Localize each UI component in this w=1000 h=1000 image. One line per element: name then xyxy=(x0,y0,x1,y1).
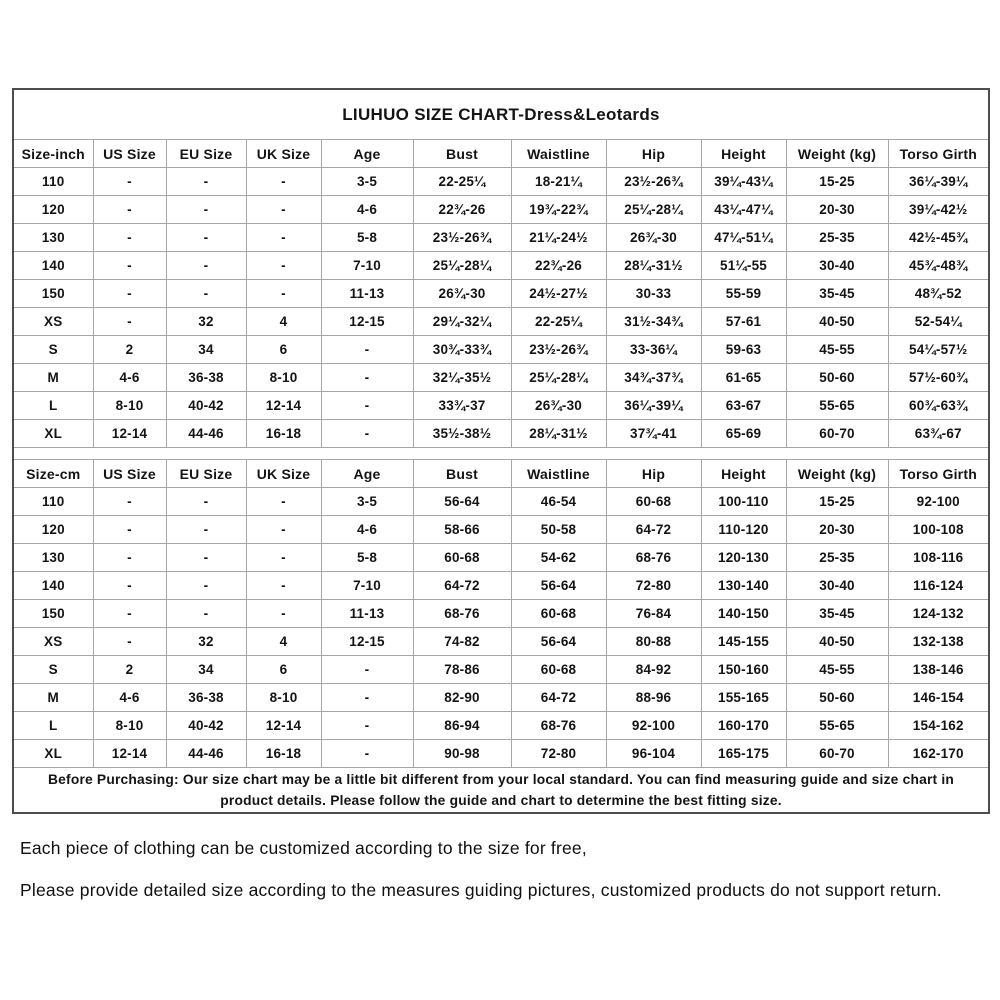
data-cell: - xyxy=(166,196,246,224)
size-label-cell: M xyxy=(13,364,93,392)
table-row xyxy=(13,196,989,224)
data-cell: - xyxy=(166,516,246,544)
column-header: US Size xyxy=(93,460,166,488)
size-label-cell: 140 xyxy=(13,252,93,280)
data-cell: 68-76 xyxy=(511,712,606,740)
data-cell: 25-35 xyxy=(786,544,888,572)
data-cell: 60-70 xyxy=(786,420,888,448)
data-cell: - xyxy=(246,168,321,196)
data-cell: 50-60 xyxy=(786,684,888,712)
size-label-cell: S xyxy=(13,656,93,684)
column-header: Height xyxy=(701,460,786,488)
table-row xyxy=(13,600,989,628)
data-cell: 60-68 xyxy=(511,600,606,628)
data-cell: 4-6 xyxy=(93,364,166,392)
table-row xyxy=(13,364,989,392)
data-cell: 5-8 xyxy=(321,544,413,572)
data-cell: - xyxy=(321,420,413,448)
data-cell: 20-30 xyxy=(786,196,888,224)
data-cell: 68-76 xyxy=(413,600,511,628)
data-cell: 57½-60¾ xyxy=(888,364,989,392)
data-cell: 72-80 xyxy=(606,572,701,600)
column-header: Bust xyxy=(413,460,511,488)
size-label-cell: L xyxy=(13,712,93,740)
data-cell: - xyxy=(321,656,413,684)
data-cell: 8-10 xyxy=(246,364,321,392)
data-cell: 39¼-42½ xyxy=(888,196,989,224)
data-cell: 25¼-28¼ xyxy=(413,252,511,280)
data-cell: 22¾-26 xyxy=(413,196,511,224)
data-cell: 16-18 xyxy=(246,420,321,448)
column-header: Size-cm xyxy=(13,460,93,488)
data-cell: - xyxy=(93,196,166,224)
column-header: Bust xyxy=(413,140,511,168)
data-cell: 40-42 xyxy=(166,712,246,740)
data-cell: - xyxy=(166,488,246,516)
data-cell: 46-54 xyxy=(511,488,606,516)
data-cell: - xyxy=(321,684,413,712)
data-cell: - xyxy=(246,224,321,252)
data-cell: - xyxy=(166,224,246,252)
data-cell: 82-90 xyxy=(413,684,511,712)
data-cell: 25¼-28¼ xyxy=(511,364,606,392)
data-cell: - xyxy=(246,572,321,600)
data-cell: 132-138 xyxy=(888,628,989,656)
before-purchasing-note-cell xyxy=(13,768,989,814)
data-cell: 90-98 xyxy=(413,740,511,768)
data-cell: 16-18 xyxy=(246,740,321,768)
data-cell: 35-45 xyxy=(786,600,888,628)
data-cell: 51¼-55 xyxy=(701,252,786,280)
data-cell: 34¾-37¾ xyxy=(606,364,701,392)
data-cell: 80-88 xyxy=(606,628,701,656)
table-row xyxy=(13,252,989,280)
data-cell: 8-10 xyxy=(93,392,166,420)
data-cell: 34 xyxy=(166,656,246,684)
table-row xyxy=(13,516,989,544)
data-cell: 6 xyxy=(246,336,321,364)
data-cell: 65-69 xyxy=(701,420,786,448)
data-cell: 15-25 xyxy=(786,488,888,516)
column-header: EU Size xyxy=(166,460,246,488)
data-cell: 55-59 xyxy=(701,280,786,308)
data-cell: - xyxy=(321,740,413,768)
data-cell: 26¾-30 xyxy=(606,224,701,252)
data-cell: - xyxy=(166,572,246,600)
chart-title xyxy=(13,89,989,140)
data-cell: - xyxy=(321,712,413,740)
data-cell: 45-55 xyxy=(786,336,888,364)
data-cell: 44-46 xyxy=(166,740,246,768)
data-cell: 29¼-32¼ xyxy=(413,308,511,336)
data-cell: - xyxy=(93,544,166,572)
data-cell: 26¾-30 xyxy=(511,392,606,420)
data-cell: 100-108 xyxy=(888,516,989,544)
data-cell: 12-14 xyxy=(246,392,321,420)
data-cell: - xyxy=(93,600,166,628)
data-cell: - xyxy=(246,196,321,224)
data-cell: 40-50 xyxy=(786,308,888,336)
data-cell: 11-13 xyxy=(321,600,413,628)
column-header: Weight (kg) xyxy=(786,140,888,168)
data-cell: 5-8 xyxy=(321,224,413,252)
data-cell: 28¼-31½ xyxy=(511,420,606,448)
data-cell: 8-10 xyxy=(246,684,321,712)
data-cell: 37¾-41 xyxy=(606,420,701,448)
data-cell: 32 xyxy=(166,628,246,656)
data-cell: 165-175 xyxy=(701,740,786,768)
data-cell: 18-21¼ xyxy=(511,168,606,196)
data-cell: 23½-26¾ xyxy=(606,168,701,196)
data-cell: 33-36¼ xyxy=(606,336,701,364)
data-cell: 84-92 xyxy=(606,656,701,684)
data-cell: - xyxy=(93,168,166,196)
data-cell: 54¼-57½ xyxy=(888,336,989,364)
data-cell: 39¼-43¼ xyxy=(701,168,786,196)
data-cell: 63¾-67 xyxy=(888,420,989,448)
data-cell: 64-72 xyxy=(511,684,606,712)
data-cell: 4 xyxy=(246,628,321,656)
size-chart-table xyxy=(12,88,990,814)
data-cell: 42½-45¾ xyxy=(888,224,989,252)
column-header: Age xyxy=(321,140,413,168)
data-cell: 30-40 xyxy=(786,572,888,600)
data-cell: 22-25¼ xyxy=(511,308,606,336)
table-row xyxy=(13,280,989,308)
data-cell: 40-42 xyxy=(166,392,246,420)
data-cell: 8-10 xyxy=(93,712,166,740)
data-cell: 116-124 xyxy=(888,572,989,600)
size-label-cell: 130 xyxy=(13,224,93,252)
data-cell: 92-100 xyxy=(888,488,989,516)
data-cell: 55-65 xyxy=(786,712,888,740)
data-cell: 130-140 xyxy=(701,572,786,600)
footnote-return-policy: Please provide detailed size according to the measures guiding pictures, customized products do not support return. xyxy=(20,880,942,900)
data-cell: - xyxy=(93,280,166,308)
size-label-cell: XS xyxy=(13,308,93,336)
size-label-cell: 130 xyxy=(13,544,93,572)
data-cell: 7-10 xyxy=(321,252,413,280)
data-cell: 31½-34¾ xyxy=(606,308,701,336)
data-cell: 12-14 xyxy=(93,420,166,448)
chart-title-cell: LIUHUO SIZE CHART-Dress&Leotards xyxy=(13,89,989,140)
data-cell: 59-63 xyxy=(701,336,786,364)
column-header: UK Size xyxy=(246,460,321,488)
data-cell: 3-5 xyxy=(321,488,413,516)
table-spacer xyxy=(13,448,989,460)
data-cell: 25-35 xyxy=(786,224,888,252)
data-cell: 56-64 xyxy=(511,628,606,656)
data-cell: 32¼-35½ xyxy=(413,364,511,392)
data-cell: 22-25¼ xyxy=(413,168,511,196)
data-cell: 54-62 xyxy=(511,544,606,572)
data-cell: 28¼-31½ xyxy=(606,252,701,280)
column-header: Age xyxy=(321,460,413,488)
column-header: Size-inch xyxy=(13,140,93,168)
column-header: Torso Girth xyxy=(888,140,989,168)
size-label-cell: M xyxy=(13,684,93,712)
data-cell: - xyxy=(93,516,166,544)
data-cell: 24½-27½ xyxy=(511,280,606,308)
data-cell: - xyxy=(246,544,321,572)
data-cell: 4-6 xyxy=(93,684,166,712)
data-cell: - xyxy=(246,252,321,280)
header-row-cm xyxy=(13,460,989,488)
data-cell: 60-70 xyxy=(786,740,888,768)
header-row-inch xyxy=(13,140,989,168)
table-row xyxy=(13,420,989,448)
data-cell: 30¾-33¾ xyxy=(413,336,511,364)
data-cell: 43¼-47¼ xyxy=(701,196,786,224)
data-cell: 55-65 xyxy=(786,392,888,420)
data-cell: 12-15 xyxy=(321,308,413,336)
data-cell: 45¾-48¾ xyxy=(888,252,989,280)
data-cell: 56-64 xyxy=(511,572,606,600)
data-cell: 64-72 xyxy=(413,572,511,600)
size-label-cell: S xyxy=(13,336,93,364)
data-cell: 146-154 xyxy=(888,684,989,712)
data-cell: 40-50 xyxy=(786,628,888,656)
size-label-cell: 120 xyxy=(13,516,93,544)
data-cell: 145-155 xyxy=(701,628,786,656)
data-cell: 26¾-30 xyxy=(413,280,511,308)
data-cell: 57-61 xyxy=(701,308,786,336)
data-cell: 44-46 xyxy=(166,420,246,448)
data-cell: 155-165 xyxy=(701,684,786,712)
size-label-cell: 120 xyxy=(13,196,93,224)
data-cell: - xyxy=(166,600,246,628)
data-cell: 4 xyxy=(246,308,321,336)
note-line-1: Before Purchasing: Our size chart may be a little bit different from your local standard. You can find measuring guide and size chart in xyxy=(47,771,955,787)
table-row xyxy=(13,572,989,600)
data-cell: 96-104 xyxy=(606,740,701,768)
data-cell: 48¾-52 xyxy=(888,280,989,308)
data-cell: 36¼-39¼ xyxy=(606,392,701,420)
data-cell: 30-33 xyxy=(606,280,701,308)
size-label-cell: 110 xyxy=(13,168,93,196)
data-cell: 25¼-28¼ xyxy=(606,196,701,224)
data-cell: 160-170 xyxy=(701,712,786,740)
table-row xyxy=(13,656,989,684)
data-cell: - xyxy=(246,600,321,628)
data-cell: 23½-26¾ xyxy=(413,224,511,252)
data-cell: 60-68 xyxy=(413,544,511,572)
table-row xyxy=(13,488,989,516)
data-cell: 60¾-63¾ xyxy=(888,392,989,420)
size-chart-body xyxy=(13,89,989,813)
table-row xyxy=(13,336,989,364)
column-header: Hip xyxy=(606,460,701,488)
footnote-customization: Each piece of clothing can be customized according to the size for free, xyxy=(20,838,587,858)
size-label-cell: L xyxy=(13,392,93,420)
data-cell: 12-14 xyxy=(93,740,166,768)
data-cell: 50-58 xyxy=(511,516,606,544)
data-cell: 78-86 xyxy=(413,656,511,684)
data-cell: 76-84 xyxy=(606,600,701,628)
size-label-cell: 150 xyxy=(13,600,93,628)
data-cell: 110-120 xyxy=(701,516,786,544)
data-cell: 36¼-39¼ xyxy=(888,168,989,196)
data-cell: 21¼-24½ xyxy=(511,224,606,252)
table-spacer-cell xyxy=(13,448,989,460)
before-purchasing-note xyxy=(13,768,989,814)
data-cell: - xyxy=(246,488,321,516)
data-cell: - xyxy=(93,488,166,516)
data-cell: 34 xyxy=(166,336,246,364)
column-header: Waistline xyxy=(511,460,606,488)
data-cell: 74-82 xyxy=(413,628,511,656)
data-cell: 35-45 xyxy=(786,280,888,308)
data-cell: - xyxy=(321,392,413,420)
data-cell: 15-25 xyxy=(786,168,888,196)
data-cell: 2 xyxy=(93,336,166,364)
table-row xyxy=(13,308,989,336)
data-cell: 50-60 xyxy=(786,364,888,392)
data-cell: 11-13 xyxy=(321,280,413,308)
data-cell: 92-100 xyxy=(606,712,701,740)
data-cell: 86-94 xyxy=(413,712,511,740)
data-cell: - xyxy=(93,224,166,252)
data-cell: 138-146 xyxy=(888,656,989,684)
data-cell: 150-160 xyxy=(701,656,786,684)
data-cell: - xyxy=(93,628,166,656)
data-cell: - xyxy=(246,516,321,544)
table-row xyxy=(13,224,989,252)
data-cell: - xyxy=(93,252,166,280)
data-cell: 68-76 xyxy=(606,544,701,572)
data-cell: 63-67 xyxy=(701,392,786,420)
data-cell: 23½-26¾ xyxy=(511,336,606,364)
column-header: Weight (kg) xyxy=(786,460,888,488)
data-cell: 4-6 xyxy=(321,196,413,224)
data-cell: 60-68 xyxy=(606,488,701,516)
data-cell: 162-170 xyxy=(888,740,989,768)
size-label-cell: 150 xyxy=(13,280,93,308)
data-cell: - xyxy=(321,336,413,364)
data-cell: 6 xyxy=(246,656,321,684)
table-row xyxy=(13,544,989,572)
note-line-2: product details. Please follow the guide and chart to determine the best fitting size. xyxy=(220,793,782,808)
data-cell: 61-65 xyxy=(701,364,786,392)
size-label-cell: XL xyxy=(13,420,93,448)
column-header: UK Size xyxy=(246,140,321,168)
footnotes xyxy=(12,814,988,901)
data-cell: 35½-38½ xyxy=(413,420,511,448)
data-cell: - xyxy=(93,308,166,336)
column-header: US Size xyxy=(93,140,166,168)
data-cell: 36-38 xyxy=(166,684,246,712)
size-label-cell: XL xyxy=(13,740,93,768)
size-label-cell: 110 xyxy=(13,488,93,516)
data-cell: 140-150 xyxy=(701,600,786,628)
column-header: Torso Girth xyxy=(888,460,989,488)
data-cell: 19¾-22¾ xyxy=(511,196,606,224)
data-cell: - xyxy=(166,544,246,572)
data-cell: 7-10 xyxy=(321,572,413,600)
data-cell: - xyxy=(93,572,166,600)
table-row xyxy=(13,628,989,656)
data-cell: 36-38 xyxy=(166,364,246,392)
size-label-cell: XS xyxy=(13,628,93,656)
data-cell: - xyxy=(166,168,246,196)
data-cell: 45-55 xyxy=(786,656,888,684)
size-label-cell: 140 xyxy=(13,572,93,600)
data-cell: 20-30 xyxy=(786,516,888,544)
data-cell: - xyxy=(166,280,246,308)
data-cell: 100-110 xyxy=(701,488,786,516)
data-cell: 52-54¼ xyxy=(888,308,989,336)
data-cell: 12-14 xyxy=(246,712,321,740)
table-row xyxy=(13,168,989,196)
data-cell: 120-130 xyxy=(701,544,786,572)
column-header: Hip xyxy=(606,140,701,168)
data-cell: - xyxy=(246,280,321,308)
table-row xyxy=(13,740,989,768)
data-cell: 88-96 xyxy=(606,684,701,712)
data-cell: 32 xyxy=(166,308,246,336)
data-cell: 2 xyxy=(93,656,166,684)
table-row xyxy=(13,392,989,420)
table-row xyxy=(13,712,989,740)
data-cell: 33¾-37 xyxy=(413,392,511,420)
data-cell: 22¾-26 xyxy=(511,252,606,280)
data-cell: 58-66 xyxy=(413,516,511,544)
data-cell: 60-68 xyxy=(511,656,606,684)
data-cell: 3-5 xyxy=(321,168,413,196)
data-cell: 4-6 xyxy=(321,516,413,544)
data-cell: - xyxy=(321,364,413,392)
data-cell: 64-72 xyxy=(606,516,701,544)
column-header: EU Size xyxy=(166,140,246,168)
table-row xyxy=(13,684,989,712)
data-cell: 124-132 xyxy=(888,600,989,628)
data-cell: 72-80 xyxy=(511,740,606,768)
data-cell: - xyxy=(166,252,246,280)
data-cell: 154-162 xyxy=(888,712,989,740)
data-cell: 30-40 xyxy=(786,252,888,280)
column-header: Height xyxy=(701,140,786,168)
data-cell: 56-64 xyxy=(413,488,511,516)
data-cell: 47¼-51¼ xyxy=(701,224,786,252)
data-cell: 108-116 xyxy=(888,544,989,572)
column-header: Waistline xyxy=(511,140,606,168)
data-cell: 12-15 xyxy=(321,628,413,656)
